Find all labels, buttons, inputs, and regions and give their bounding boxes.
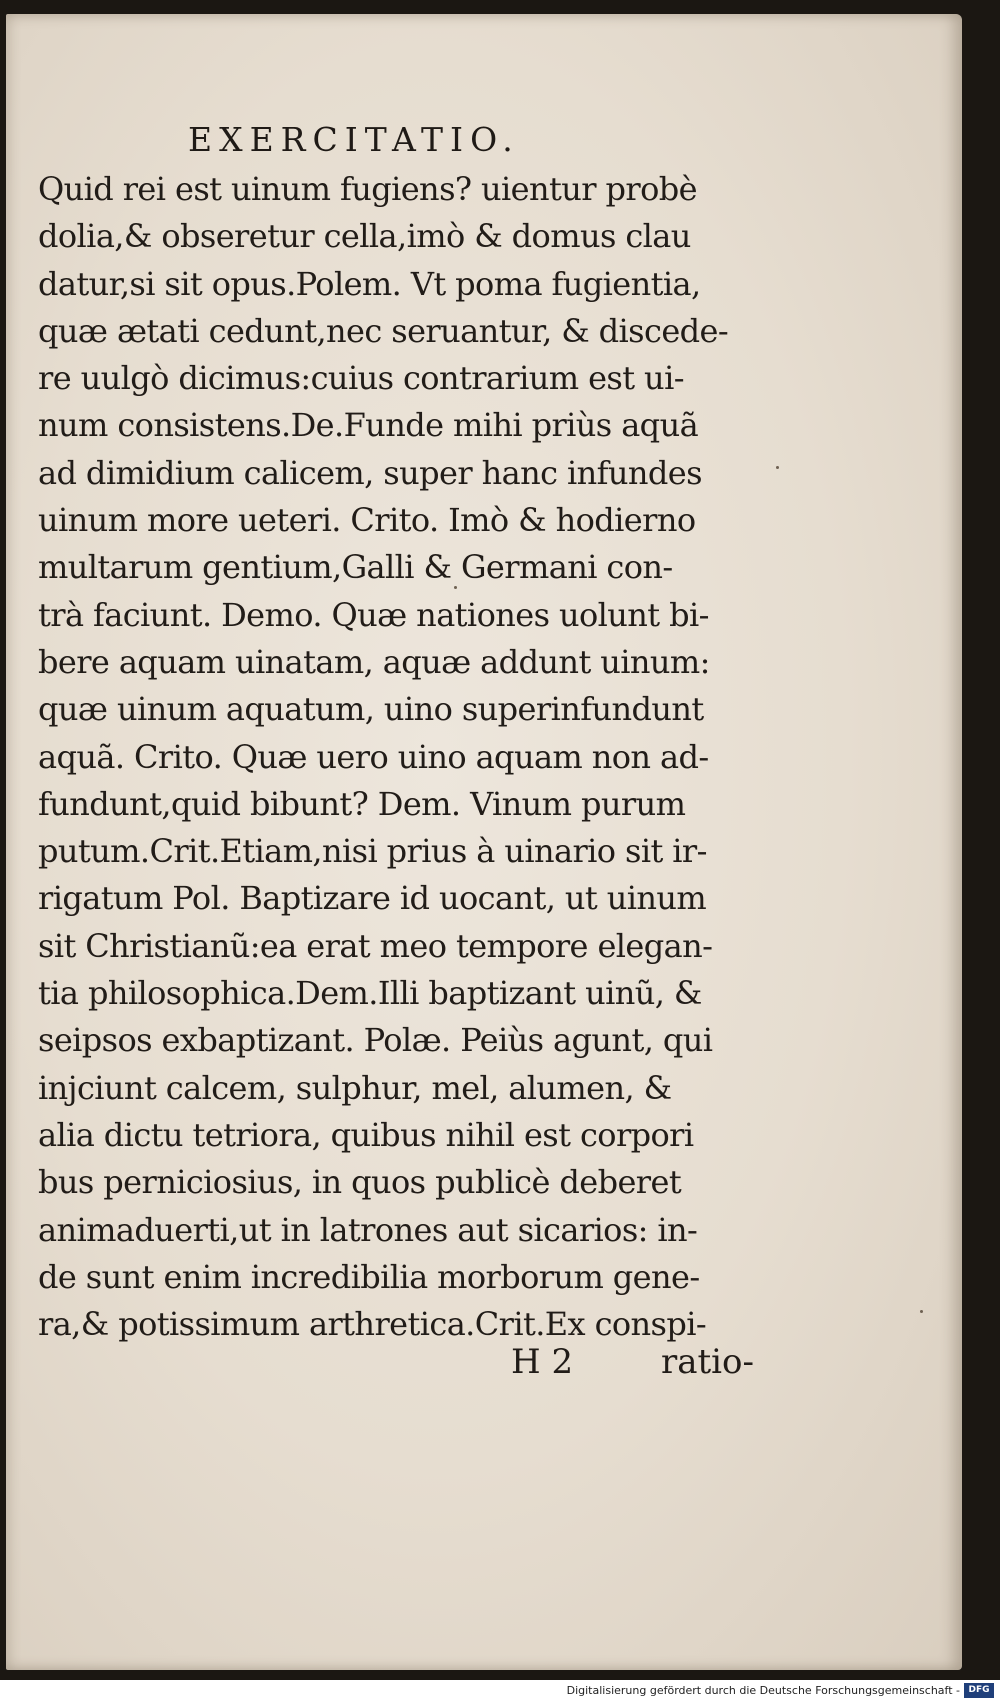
text-line: uinum more ueteri. Crito. Imò & hodierno	[38, 501, 696, 540]
text-line: putum.Crit.Etiam,nisi prius à uinario sit ir-	[38, 832, 707, 871]
text-line: rigatum Pol. Baptizare id uocant, ut uinum	[38, 879, 707, 918]
text-line: bus perniciosius, in quos publicè deberet	[38, 1163, 682, 1202]
text-line: re uulgò dicimus:cuius contrarium est ui-	[38, 359, 684, 398]
text-line: Quid rei est uinum fugiens? uientur probè	[38, 170, 698, 208]
running-head: EXERCITATIO.	[188, 120, 520, 159]
text-line: num consistens.De.Funde mihi priùs aquã	[38, 406, 699, 445]
text-line: injciunt calcem, sulphur, mel, alumen, &	[38, 1068, 672, 1107]
paper-speck	[920, 1310, 923, 1313]
text-line: seipsos exbaptizant. Polæ. Peiùs agunt, qui	[38, 1021, 713, 1060]
text-line: quæ ætati cedunt,nec seruantur, & discede-	[38, 311, 729, 350]
text-line: quæ uinum aquatum, uino superinfundunt	[38, 690, 704, 729]
text-line: aquã. Crito. Quæ uero uino aquam non ad-	[38, 737, 709, 776]
paper-speck	[776, 466, 779, 469]
text-line: de sunt enim incredibilia morborum gene-	[38, 1257, 700, 1296]
dfg-logo: DFG	[964, 1683, 994, 1698]
text-line: multarum gentium,Galli & Germani con-	[38, 548, 673, 587]
text-line: animaduerti,ut in latrones aut sicarios: in-	[38, 1210, 698, 1249]
body-text	[38, 166, 768, 1348]
text-line: alia dictu tetriora, quibus nihil est corpori	[38, 1115, 694, 1154]
text-line: ra,& potissimum arthretica.Crit.Ex conspi-	[38, 1305, 707, 1344]
signature-mark: H 2	[511, 1342, 574, 1382]
book-page	[6, 14, 962, 1670]
text-line: trà faciunt. Demo. Quæ nationes uolunt bi-	[38, 595, 709, 634]
text-line: sit Christianũ:ea erat meo tempore elegan-	[38, 926, 713, 965]
text-line: datur,si sit opus.Polem. Vt poma fugientia,	[38, 264, 701, 303]
catchword: ratio-	[661, 1342, 755, 1382]
paper-speck	[454, 586, 457, 589]
text-line: tia philosophica.Dem.Illi baptizant uinũ, &	[38, 974, 702, 1013]
text-line: ad dimidium calicem, super hanc infundes	[38, 453, 702, 492]
text-line: dolia,& obseretur cella,imò & domus clau	[38, 217, 691, 256]
text-line: bere aquam uinatam, aquæ addunt uinum:	[38, 642, 710, 681]
funding-credit: Digitalisierung gefördert durch die Deutsche Forschungsgemeinschaft -	[566, 1684, 960, 1697]
text-line: fundunt,quid bibunt? Dem. Vinum purum	[38, 784, 686, 823]
